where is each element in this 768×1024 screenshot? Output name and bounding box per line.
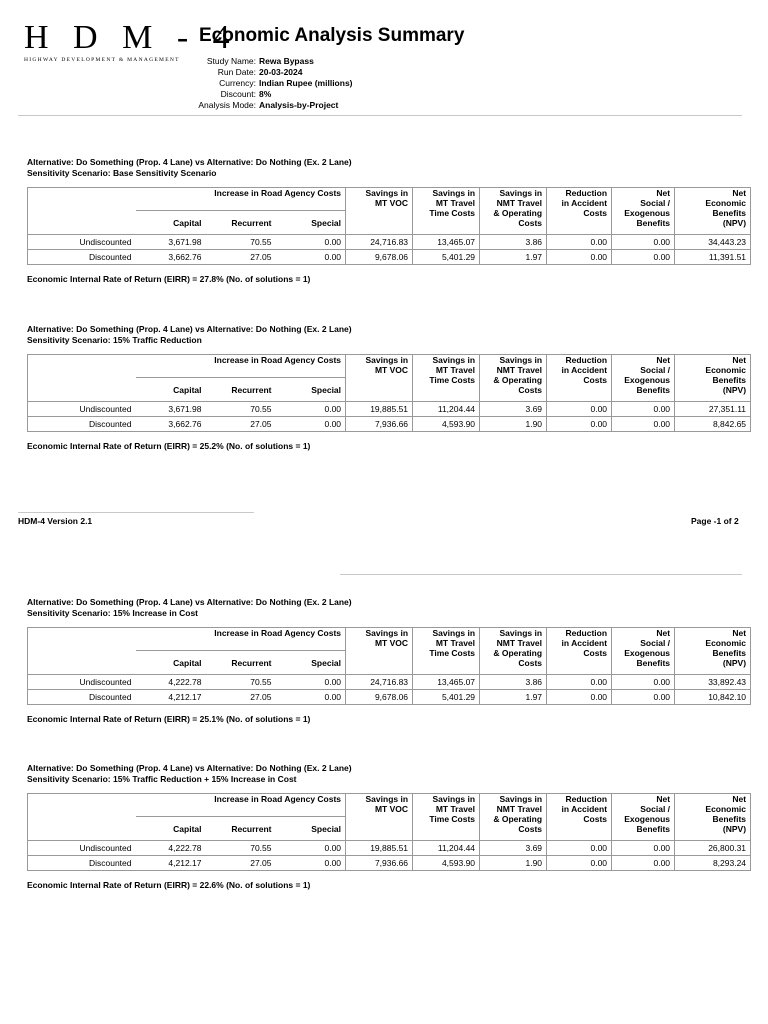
capital-header: Capital xyxy=(136,378,206,402)
capital-header: Capital xyxy=(136,211,206,235)
table-cell: 13,465.07 xyxy=(413,235,480,250)
header-line: Savings in xyxy=(432,188,476,198)
social-header xyxy=(612,628,675,675)
social-header xyxy=(612,794,675,841)
sensitivity-scenario: Sensitivity Scenario: 15% Increase in Cost xyxy=(27,608,199,618)
meta-value: Rewa Bypass xyxy=(259,56,314,66)
header-line: (NPV) xyxy=(722,824,747,834)
header-line: Benefits xyxy=(636,385,671,395)
header-line: Reduction xyxy=(565,188,608,198)
header-line: Benefits xyxy=(712,375,747,385)
header-line: in Accident xyxy=(561,198,608,208)
header-line: Savings in xyxy=(499,188,543,198)
special-header: Special xyxy=(276,651,346,675)
capital-header: Capital xyxy=(136,651,206,675)
sensitivity-scenario: Sensitivity Scenario: Base Sensitivity Scenario xyxy=(27,168,217,178)
npv-header xyxy=(675,355,751,402)
header-line: in Accident xyxy=(561,365,608,375)
agency-costs-group-header: Increase in Road Agency Costs xyxy=(136,355,346,378)
table-cell: 4,212.17 xyxy=(136,690,206,705)
table-cell: 0.00 xyxy=(612,856,675,871)
special-header: Special xyxy=(276,211,346,235)
header-line: MT Travel xyxy=(435,804,476,814)
header-line: Savings in xyxy=(365,355,409,365)
table-cell: 3.69 xyxy=(480,841,547,856)
meta-label: Currency: xyxy=(219,78,256,88)
table-cell: 70.55 xyxy=(206,675,276,690)
header-line: & Operating xyxy=(493,375,543,385)
mt-voc-header xyxy=(346,188,413,235)
header-line: Net xyxy=(732,628,747,638)
header-line: NMT Travel xyxy=(496,365,543,375)
table-row xyxy=(28,402,751,417)
table-cell: 0.00 xyxy=(612,250,675,265)
table-cell: 1.90 xyxy=(480,856,547,871)
table-row xyxy=(28,675,751,690)
header-line: Costs xyxy=(583,814,608,824)
table-cell: 0.00 xyxy=(276,402,346,417)
table-cell: 3,662.76 xyxy=(136,250,206,265)
page-title: Economic Analysis Summary xyxy=(199,25,465,46)
table-cell: 4,593.90 xyxy=(413,417,480,432)
header-line: Savings in xyxy=(432,794,476,804)
table-cell: 24,716.83 xyxy=(346,235,413,250)
meta-value: Indian Rupee (millions) xyxy=(259,78,353,88)
table-cell: 11,204.44 xyxy=(413,841,480,856)
header-line: Social / xyxy=(640,638,671,648)
row-label: Discounted xyxy=(28,690,136,705)
meta-row xyxy=(150,67,380,78)
table-cell: 3.86 xyxy=(480,235,547,250)
table-cell: 9,678.06 xyxy=(346,690,413,705)
recurrent-header: Recurrent xyxy=(206,651,276,675)
header-line: Net xyxy=(656,188,671,198)
header-line: Savings in xyxy=(499,628,543,638)
table-cell: 0.00 xyxy=(276,235,346,250)
header-line: Time Costs xyxy=(429,208,476,218)
header-line: (NPV) xyxy=(722,218,747,228)
table-cell: 0.00 xyxy=(612,235,675,250)
header-line: Benefits xyxy=(636,218,671,228)
header-line: Net xyxy=(656,794,671,804)
table-cell: 0.00 xyxy=(612,417,675,432)
row-label: Discounted xyxy=(28,856,136,871)
row-label: Undiscounted xyxy=(28,235,136,250)
header-line: Net xyxy=(732,794,747,804)
row-label: Undiscounted xyxy=(28,675,136,690)
header-line: Savings in xyxy=(432,628,476,638)
study-meta xyxy=(150,56,380,111)
header-line: Costs xyxy=(518,658,543,668)
table-cell: 24,716.83 xyxy=(346,675,413,690)
mt-voc-header xyxy=(346,628,413,675)
header-line: Time Costs xyxy=(429,814,476,824)
alternative-comparison: Alternative: Do Something (Prop. 4 Lane) vs Alternative: Do Nothing (Ex. 2 Lane) xyxy=(27,324,352,334)
header-line: Benefits xyxy=(636,824,671,834)
header-line: Net xyxy=(732,188,747,198)
table-cell: 5,401.29 xyxy=(413,690,480,705)
nmt-header xyxy=(480,628,547,675)
table-cell: 0.00 xyxy=(547,250,612,265)
table-cell: 0.00 xyxy=(276,250,346,265)
header-line: Exogenous xyxy=(624,208,671,218)
header-line: in Accident xyxy=(561,804,608,814)
header-line: Benefits xyxy=(712,814,747,824)
table-cell: 13,465.07 xyxy=(413,675,480,690)
table-cell: 0.00 xyxy=(276,690,346,705)
table-cell: 0.00 xyxy=(612,402,675,417)
results-table xyxy=(27,793,751,871)
header-line: (NPV) xyxy=(722,385,747,395)
recurrent-header: Recurrent xyxy=(206,211,276,235)
table-row xyxy=(28,856,751,871)
header-line: Savings in xyxy=(499,794,543,804)
table-row xyxy=(28,235,751,250)
logo-subtitle: HIGHWAY DEVELOPMENT & MANAGEMENT xyxy=(24,57,180,63)
agency-costs-group-header: Increase in Road Agency Costs xyxy=(136,628,346,651)
table-row xyxy=(28,417,751,432)
table-cell: 0.00 xyxy=(612,690,675,705)
header-line: Time Costs xyxy=(429,375,476,385)
row-label-header xyxy=(28,628,136,675)
table-cell: 0.00 xyxy=(276,675,346,690)
header-line: MT Travel xyxy=(435,198,476,208)
table-cell: 70.55 xyxy=(206,841,276,856)
eirr-result: Economic Internal Rate of Return (EIRR) = 22.6% (No. of solutions = 1) xyxy=(27,880,311,890)
table-cell: 3.86 xyxy=(480,675,547,690)
header-line: Net xyxy=(656,628,671,638)
footer-divider-left xyxy=(18,512,254,513)
table-header-row xyxy=(28,355,751,378)
table-header-row xyxy=(28,188,751,211)
accident-header xyxy=(547,628,612,675)
header-divider xyxy=(18,115,742,116)
recurrent-header: Recurrent xyxy=(206,817,276,841)
header-line: & Operating xyxy=(493,648,543,658)
table-cell: 70.55 xyxy=(206,235,276,250)
table-cell: 0.00 xyxy=(547,856,612,871)
header-line: Reduction xyxy=(565,628,608,638)
table-cell: 19,885.51 xyxy=(346,402,413,417)
footer-version: HDM-4 Version 2.1 xyxy=(18,516,93,526)
table-cell: 33,892.43 xyxy=(675,675,751,690)
agency-costs-group-header: Increase in Road Agency Costs xyxy=(136,794,346,817)
mt-travel-header xyxy=(413,628,480,675)
header-line: Costs xyxy=(583,208,608,218)
header-line: (NPV) xyxy=(722,658,747,668)
recurrent-header: Recurrent xyxy=(206,378,276,402)
table-cell: 4,222.78 xyxy=(136,675,206,690)
row-label: Discounted xyxy=(28,250,136,265)
header-line: MT VOC xyxy=(374,365,409,375)
special-header: Special xyxy=(276,378,346,402)
table-cell: 19,885.51 xyxy=(346,841,413,856)
nmt-header xyxy=(480,794,547,841)
header-line: NMT Travel xyxy=(496,804,543,814)
npv-header xyxy=(675,794,751,841)
table-cell: 4,212.17 xyxy=(136,856,206,871)
header-line: Net xyxy=(656,355,671,365)
meta-value: Analysis-by-Project xyxy=(259,100,339,110)
header-line: Costs xyxy=(518,218,543,228)
special-header: Special xyxy=(276,817,346,841)
eirr-result: Economic Internal Rate of Return (EIRR) = 25.2% (No. of solutions = 1) xyxy=(27,441,311,451)
header-line: Savings in xyxy=(365,794,409,804)
table-cell: 7,936.66 xyxy=(346,417,413,432)
alternative-comparison: Alternative: Do Something (Prop. 4 Lane) vs Alternative: Do Nothing (Ex. 2 Lane) xyxy=(27,157,352,167)
row-label: Undiscounted xyxy=(28,402,136,417)
table-cell: 70.55 xyxy=(206,402,276,417)
table-cell: 0.00 xyxy=(276,841,346,856)
table-row xyxy=(28,250,751,265)
header-line: Exogenous xyxy=(624,375,671,385)
table-cell: 0.00 xyxy=(547,690,612,705)
header-line: & Operating xyxy=(493,208,543,218)
meta-label: Study Name: xyxy=(206,56,256,66)
footer-page-number: Page -1 of 2 xyxy=(691,516,739,526)
sensitivity-scenario: Sensitivity Scenario: 15% Traffic Reduction + 15% Increase in Cost xyxy=(27,774,297,784)
table-cell: 1.90 xyxy=(480,417,547,432)
table-cell: 27.05 xyxy=(206,856,276,871)
results-table xyxy=(27,187,751,265)
row-label: Undiscounted xyxy=(28,841,136,856)
header-line: Exogenous xyxy=(624,648,671,658)
header-line: Savings in xyxy=(365,188,409,198)
table-cell: 0.00 xyxy=(276,417,346,432)
header-line: Reduction xyxy=(565,794,608,804)
table-cell: 0.00 xyxy=(547,841,612,856)
table-cell: 26,800.31 xyxy=(675,841,751,856)
hdm4-logo: H D M - 4 xyxy=(24,19,238,56)
table-cell: 7,936.66 xyxy=(346,856,413,871)
social-header xyxy=(612,188,675,235)
header-line: Time Costs xyxy=(429,648,476,658)
header-line: MT VOC xyxy=(374,198,409,208)
table-row xyxy=(28,690,751,705)
header-line: Benefits xyxy=(712,208,747,218)
npv-header xyxy=(675,628,751,675)
table-cell: 3,671.98 xyxy=(136,402,206,417)
table-header-row xyxy=(28,628,751,651)
results-table xyxy=(27,627,751,705)
row-label-header xyxy=(28,794,136,841)
table-cell: 3,671.98 xyxy=(136,235,206,250)
header-line: & Operating xyxy=(493,814,543,824)
header-line: in Accident xyxy=(561,638,608,648)
header-line: Benefits xyxy=(636,658,671,668)
header-line: Social / xyxy=(640,198,671,208)
header-line: Economic xyxy=(705,198,747,208)
page-break-divider xyxy=(340,574,742,575)
table-cell: 3,662.76 xyxy=(136,417,206,432)
eirr-result: Economic Internal Rate of Return (EIRR) = 25.1% (No. of solutions = 1) xyxy=(27,714,311,724)
accident-header xyxy=(547,188,612,235)
table-cell: 27.05 xyxy=(206,417,276,432)
mt-travel-header xyxy=(413,188,480,235)
table-cell: 0.00 xyxy=(547,417,612,432)
mt-travel-header xyxy=(413,794,480,841)
header-line: MT VOC xyxy=(374,804,409,814)
nmt-header xyxy=(480,355,547,402)
table-cell: 0.00 xyxy=(612,675,675,690)
header-line: Exogenous xyxy=(624,814,671,824)
nmt-header xyxy=(480,188,547,235)
table-cell: 11,204.44 xyxy=(413,402,480,417)
header-line: MT VOC xyxy=(374,638,409,648)
table-cell: 8,842.65 xyxy=(675,417,751,432)
header-line: Economic xyxy=(705,365,747,375)
meta-label: Run Date: xyxy=(217,67,256,77)
header-line: Net xyxy=(732,355,747,365)
header-line: MT Travel xyxy=(435,638,476,648)
table-cell: 27.05 xyxy=(206,250,276,265)
mt-voc-header xyxy=(346,794,413,841)
header-line: Costs xyxy=(583,375,608,385)
header-line: Savings in xyxy=(365,628,409,638)
table-cell: 0.00 xyxy=(612,841,675,856)
table-cell: 0.00 xyxy=(276,856,346,871)
header-line: NMT Travel xyxy=(496,638,543,648)
accident-header xyxy=(547,794,612,841)
table-cell: 1.97 xyxy=(480,690,547,705)
header-line: Social / xyxy=(640,365,671,375)
row-label-header xyxy=(28,188,136,235)
table-cell: 1.97 xyxy=(480,250,547,265)
table-cell: 4,222.78 xyxy=(136,841,206,856)
table-cell: 0.00 xyxy=(547,402,612,417)
table-header-row xyxy=(28,794,751,817)
table-cell: 27.05 xyxy=(206,690,276,705)
row-label-header xyxy=(28,355,136,402)
results-table xyxy=(27,354,751,432)
header-line: Costs xyxy=(518,824,543,834)
mt-travel-header xyxy=(413,355,480,402)
agency-costs-group-header: Increase in Road Agency Costs xyxy=(136,188,346,211)
header-line: Economic xyxy=(705,638,747,648)
header-line: Reduction xyxy=(565,355,608,365)
meta-label: Analysis Mode: xyxy=(198,100,256,110)
header-line: Social / xyxy=(640,804,671,814)
header-line: NMT Travel xyxy=(496,198,543,208)
alternative-comparison: Alternative: Do Something (Prop. 4 Lane) vs Alternative: Do Nothing (Ex. 2 Lane) xyxy=(27,763,352,773)
header-line: MT Travel xyxy=(435,365,476,375)
table-cell: 34,443.23 xyxy=(675,235,751,250)
meta-value: 20-03-2024 xyxy=(259,67,303,77)
meta-row xyxy=(150,56,380,67)
meta-row xyxy=(150,89,380,100)
accident-header xyxy=(547,355,612,402)
table-cell: 4,593.90 xyxy=(413,856,480,871)
header-line: Economic xyxy=(705,804,747,814)
table-cell: 9,678.06 xyxy=(346,250,413,265)
table-cell: 27,351.11 xyxy=(675,402,751,417)
alternative-comparison: Alternative: Do Something (Prop. 4 Lane) vs Alternative: Do Nothing (Ex. 2 Lane) xyxy=(27,597,352,607)
table-cell: 0.00 xyxy=(547,675,612,690)
meta-row xyxy=(150,100,380,111)
npv-header xyxy=(675,188,751,235)
table-cell: 11,391.51 xyxy=(675,250,751,265)
meta-label: Discount: xyxy=(220,89,256,99)
table-cell: 0.00 xyxy=(547,235,612,250)
eirr-result: Economic Internal Rate of Return (EIRR) = 27.8% (No. of solutions = 1) xyxy=(27,274,311,284)
social-header xyxy=(612,355,675,402)
header-line: Costs xyxy=(583,648,608,658)
table-cell: 3.69 xyxy=(480,402,547,417)
header-line: Costs xyxy=(518,385,543,395)
table-cell: 8,293.24 xyxy=(675,856,751,871)
mt-voc-header xyxy=(346,355,413,402)
meta-row xyxy=(150,78,380,89)
header-line: Benefits xyxy=(712,648,747,658)
capital-header: Capital xyxy=(136,817,206,841)
meta-value: 8% xyxy=(259,89,272,99)
table-cell: 10,842.10 xyxy=(675,690,751,705)
header-line: Savings in xyxy=(499,355,543,365)
table-row xyxy=(28,841,751,856)
sensitivity-scenario: Sensitivity Scenario: 15% Traffic Reduction xyxy=(27,335,202,345)
header-line: Savings in xyxy=(432,355,476,365)
table-cell: 5,401.29 xyxy=(413,250,480,265)
row-label: Discounted xyxy=(28,417,136,432)
